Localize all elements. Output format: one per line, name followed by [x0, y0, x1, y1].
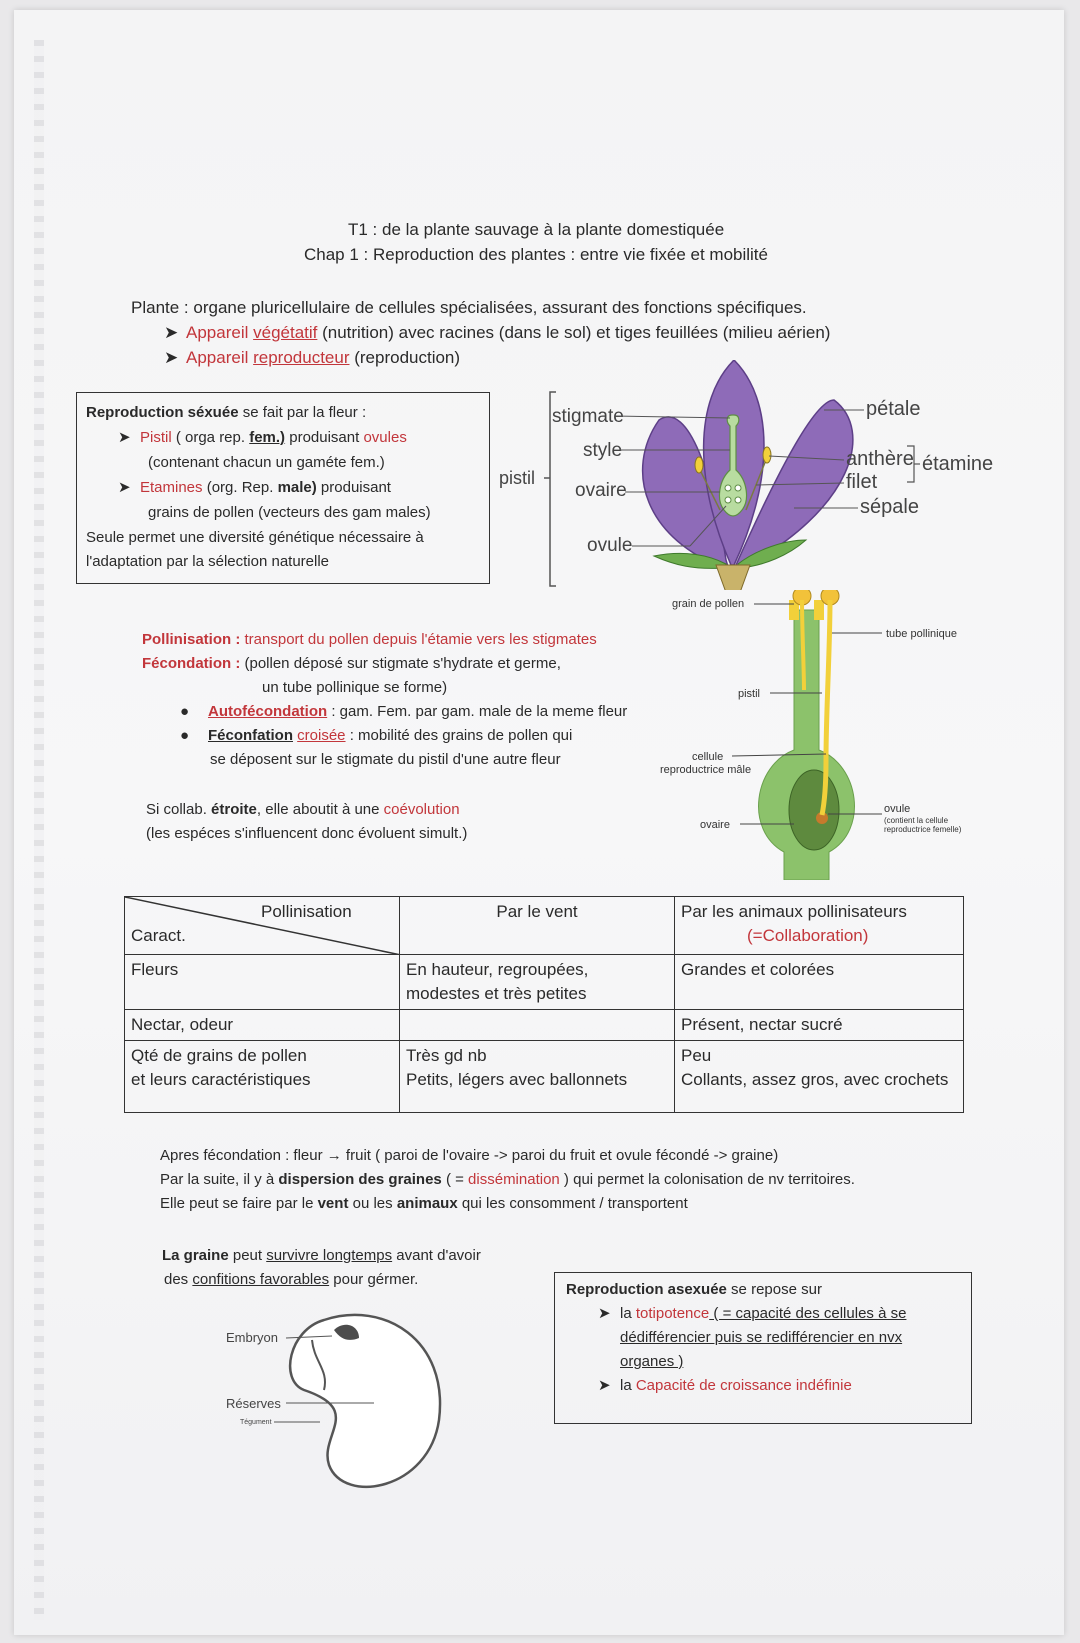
asexual-item1-prefix: la [620, 1305, 636, 1322]
asexual-title-rest: se repose sur [726, 1281, 822, 1298]
row-vent-cell [400, 955, 675, 1010]
croisee-label2: croisée [297, 727, 346, 744]
label-tegument: Tégument [240, 1419, 272, 1426]
croisee-line2: se déposent sur le stigmate du pistil d'une autre fleur [210, 751, 561, 768]
table-header-row [125, 897, 964, 955]
autofecondation-label: Autofécondation [208, 703, 328, 720]
label-cellule: cellule [692, 751, 724, 763]
seed-line2-underline: confitions favorables [192, 1271, 330, 1288]
sexual-title-rest: se fait par la fleur : [238, 404, 367, 421]
after-line3 [160, 1192, 688, 1216]
collab-mid: , elle aboutit à une [256, 801, 384, 818]
header-animaux-2: (=Collaboration) [747, 926, 869, 945]
row-label: Nectar, odeur [125, 1010, 400, 1041]
collab-line2: (les espéces s'influencent donc évoluent simult.) [146, 825, 468, 842]
ovule-dot-icon [725, 497, 731, 503]
ovule-dot-icon [725, 485, 731, 491]
etamines-label: Etamines [140, 479, 203, 496]
after-line2-mid: ( = [441, 1171, 469, 1188]
seed-line2-prefix: des [164, 1271, 193, 1288]
label-stigmate: stigmate [552, 406, 624, 427]
row-label: Qté de grains de pollen [131, 1046, 307, 1065]
label-ovule-2: ovule [884, 803, 911, 815]
item-prefix: Appareil [186, 348, 254, 367]
after-line3-animaux: animaux [396, 1195, 458, 1212]
after-line2-red: dissémination [468, 1171, 560, 1188]
label-ovaire: ovaire [575, 480, 627, 501]
row-label-2: et leurs caractéristiques [131, 1070, 311, 1089]
binder-perforation [34, 40, 44, 1620]
collab-prefix: Si collab. [146, 801, 212, 818]
fecondation-line2: un tube pollinique se forme) [262, 679, 448, 696]
collab-line [146, 798, 460, 822]
row-animaux: Peu [681, 1046, 712, 1065]
row-animaux: Grandes et colorées [675, 955, 964, 1010]
pistil-fem: fem.) [249, 429, 286, 446]
collab-red: coévolution [383, 801, 460, 818]
after-line3-vent: vent [317, 1195, 349, 1212]
asexual-title-bold: Reproduction asexuée [566, 1281, 727, 1298]
row-animaux-2: Collants, assez gros, avec crochets [681, 1070, 949, 1089]
table-row [125, 955, 964, 1010]
etamines-male: male) [277, 479, 317, 496]
chapter-title: Chap 1 : Reproduction des plantes : entre vie fixée et mobilité [304, 245, 768, 264]
receptacle [716, 565, 750, 590]
label-anthere: anthère [846, 448, 914, 470]
asexual-item1-line2: dédifférencier puis se redifférencier en nvx [620, 1329, 903, 1346]
bullet-dot-icon: ● [180, 703, 190, 720]
etamines-line2: grains de pollen (vecteurs des gam males) [148, 504, 431, 521]
pollinisation-label: Pollinisation : [142, 631, 241, 648]
ovule-dot-icon [735, 485, 741, 491]
ovule-dot-icon [735, 497, 741, 503]
arrow-bullet-icon: ➤ [118, 429, 131, 446]
ovule-shape [789, 770, 839, 850]
label-etamine: étamine [922, 453, 994, 475]
bullet-dot-icon: ● [180, 727, 190, 744]
label-sepale: sépale [860, 496, 919, 518]
table-row [125, 1010, 964, 1041]
row-vent-cell [400, 1041, 675, 1113]
asexual-item1-line3: organes ) [620, 1353, 684, 1370]
row-vent: En hauteur, regroupées, [406, 960, 589, 979]
header-pollinisation: Pollinisation [261, 902, 352, 921]
header-caract: Caract. [131, 926, 186, 945]
pistil-ovules: ovules [363, 429, 407, 446]
keyword-vegetatif: végétatif [253, 323, 318, 342]
after-line2-rest: ) qui permet la colonisation de nv territoires. [559, 1171, 855, 1188]
label-filet: filet [846, 471, 878, 493]
fecondation-def: (pollen déposé sur stigmate s'hydrate et germe, [240, 655, 561, 672]
row-label: Fleurs [125, 955, 400, 1010]
pistil-label: Pistil [140, 429, 172, 446]
seed-underline: survivre longtemps [266, 1247, 393, 1264]
label-grain-pollen: grain de pollen [672, 598, 745, 610]
croisee-def: : mobilité des grains de pollen qui [345, 727, 573, 744]
asexual-item2-prefix: la [620, 1377, 636, 1394]
after-line3-mid: ou les [348, 1195, 397, 1212]
fecondation-label: Fécondation : [142, 655, 241, 672]
seed-line2 [164, 1268, 418, 1292]
row-vent-2: Petits, légers avec ballonnets [406, 1070, 628, 1089]
autofecondation-line [180, 700, 627, 724]
after-line2-bold: dispersion des graines [278, 1171, 442, 1188]
pollinisation-def: transport du pollen depuis l'étamie vers les stigmates [240, 631, 597, 648]
stigma-right [814, 600, 824, 620]
after-line2-prefix: Par la suite, il y à [160, 1171, 279, 1188]
row-animaux: Présent, nectar sucré [675, 1010, 964, 1041]
sexual-title-bold: Reproduction séxuée [86, 404, 239, 421]
pistil-prod: produisant [285, 429, 364, 446]
asexual-item2 [598, 1374, 852, 1398]
arrow-bullet-icon: ➤ [598, 1377, 611, 1394]
collab-bold: étroite [211, 801, 257, 818]
croisee-line [180, 724, 572, 748]
asexual-item1-rest: ( = capacité des cellules à se [709, 1305, 907, 1322]
header-animaux: Par les animaux pollinisateurs [681, 902, 907, 921]
label-pistil: pistil [499, 468, 536, 488]
row-animaux-cell [675, 1041, 964, 1113]
row-vent: Très gd nb [406, 1046, 487, 1065]
plant-definition: Plante : organe pluricellulaire de cellules spécialisées, assurant des fonctions spécifiques. [131, 298, 807, 317]
label-ovaire-2: ovaire [700, 819, 730, 831]
diagonal-line [125, 897, 401, 955]
anther-left [695, 457, 703, 473]
pollen-tube-short [802, 600, 804, 690]
seed-mid: peut [228, 1247, 267, 1264]
conclusion-line1: Seule permet une diversité génétique nécessaire à [86, 529, 424, 546]
table-row [125, 1041, 964, 1113]
seed-diagram [194, 1290, 474, 1510]
pistil-diagram [654, 590, 1044, 880]
autofecondation-def: : gam. Fem. par gam. male de la meme fleur [327, 703, 628, 720]
item-rest: (nutrition) avec racines (dans le sol) et tiges feuillées (milieu aérien) [317, 323, 831, 342]
arrow-bullet-icon: ➤ [164, 323, 179, 342]
conclusion-line2: l'adaptation par la sélection naturelle [86, 553, 330, 570]
pollination-table [124, 896, 964, 1113]
asexual-item1-red: totipotence [635, 1305, 710, 1322]
table-corner-cell [125, 897, 400, 955]
item-rest: (reproduction) [349, 348, 461, 367]
anther-right [763, 447, 771, 463]
arrow-bullet-icon: ➤ [164, 348, 179, 367]
header-vent: Par le vent [400, 897, 675, 955]
pistil-mid: ( orga rep. [171, 429, 250, 446]
etamines-mid: (org. Rep. [202, 479, 278, 496]
after-line3-rest: qui les consomment / transportent [457, 1195, 688, 1212]
croisee-label1: Féconfation [208, 727, 293, 744]
after-line1: Apres fécondation : fleur → fruit ( paroi de l'ovaire -> paroi du fruit et ovule fécondé -> graine) [160, 1147, 779, 1164]
asexual-title [566, 1278, 822, 1302]
row-label-cell [125, 1041, 400, 1113]
keyword-reproducteur: reproducteur [253, 348, 350, 367]
after-line2 [160, 1168, 855, 1192]
label-tube-pollinique: tube pollinique [886, 628, 957, 640]
fecondation-line [142, 652, 561, 676]
appareil-reproducteur-line [164, 346, 460, 370]
etamines-rest: produisant [316, 479, 391, 496]
label-ovule-note2: reproductrice femelle) [884, 825, 962, 834]
pollinisation-line [142, 628, 597, 652]
label-ovule: ovule [587, 535, 633, 556]
after-line3-prefix: Elle peut se faire par le [160, 1195, 318, 1212]
arrow-bullet-icon: ➤ [118, 479, 131, 496]
label-petale: pétale [866, 398, 921, 420]
pistil-line [118, 426, 407, 450]
label-pistil-2: pistil [738, 688, 761, 700]
appareil-vegetatif-line [164, 321, 830, 345]
label-reserves: Réserves [226, 1396, 281, 1411]
label-style: style [583, 440, 623, 461]
row-vent-2: modestes et très petites [406, 984, 587, 1003]
sexual-title [86, 401, 366, 425]
document-sheet [14, 10, 1064, 1635]
label-ovule-note1: (contient la cellule [884, 816, 949, 825]
row-vent [400, 1010, 675, 1041]
seed-rest: avant d'avoir [392, 1247, 481, 1264]
item-prefix: Appareil [186, 323, 254, 342]
pistil-line2: (contenant chacun un gaméte fem.) [148, 454, 385, 471]
etamines-line [118, 476, 391, 500]
label-cellule-2: reproductrice mâle [660, 764, 752, 776]
asexual-item1 [598, 1302, 906, 1326]
seed-bold: La graine [162, 1247, 229, 1264]
header-animaux-cell [675, 897, 964, 955]
arrow-bullet-icon: ➤ [598, 1305, 611, 1322]
flower-diagram [494, 360, 1034, 590]
label-embryon: Embryon [226, 1330, 279, 1345]
seed-line1 [162, 1244, 481, 1268]
seed-line2-rest: pour gérmer. [329, 1271, 419, 1288]
page-title: T1 : de la plante sauvage à la plante domestiquée [348, 220, 725, 239]
asexual-item2-red: Capacité de croissance indéfinie [635, 1377, 852, 1394]
